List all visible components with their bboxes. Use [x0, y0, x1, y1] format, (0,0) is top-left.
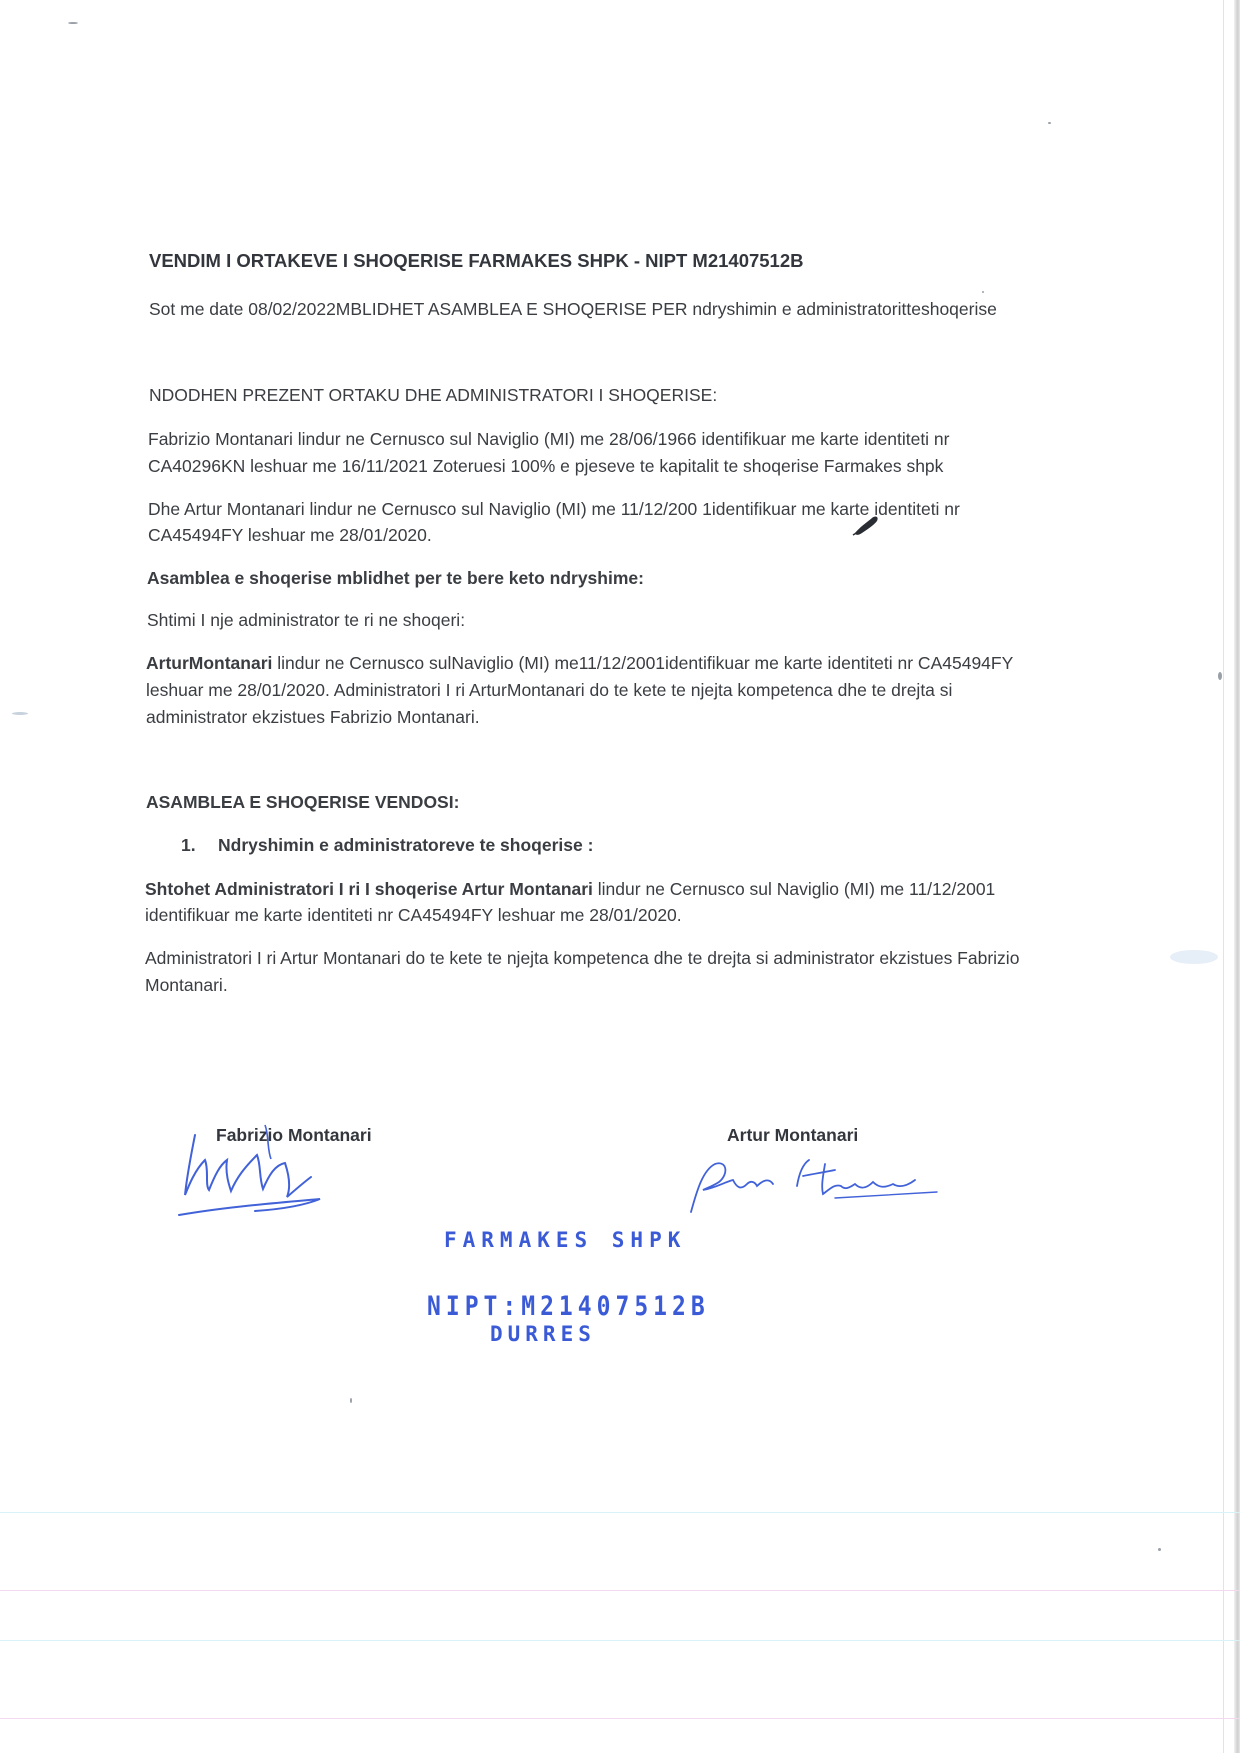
new-admin-line1 — [146, 650, 1013, 677]
decision-heading: ASAMBLEA E SHOQERISE VENDOSI: — [146, 792, 460, 812]
competence-line1: Administratori I ri Artur Montanari do te kete te njejta kompetenca dhe te drejta si administrator ekzistues Fabrizio — [145, 948, 1020, 968]
intro-text: Sot me date 08/02/2022MBLIDHET ASAMBLEA E SHOQERISE PER ndryshimin e administratoritteshoqerise — [149, 299, 997, 319]
scan-speck — [1158, 1548, 1161, 1551]
scan-speck — [1218, 672, 1222, 680]
assembly-purpose: Asamblea e shoqerise mblidhet per te bere keto ndryshime: — [147, 568, 644, 588]
scan-speck — [982, 291, 984, 293]
scan-speck — [1048, 122, 1051, 124]
stamp-nipt: NIPT:M21407512B — [427, 1292, 710, 1322]
stamp-city: DURRES — [490, 1322, 596, 1346]
company-stamp — [400, 1220, 710, 1350]
new-admin-details: lindur ne Cernusco sulNaviglio (MI) me11/12/2001identifikuar me karte identiteti nr CA45494FY — [272, 653, 1014, 673]
scan-line — [0, 1640, 1240, 1641]
added-admin-details: lindur ne Cernusco sul Naviglio (MI) me 11/12/2001 — [592, 879, 996, 899]
scan-edge-line — [1223, 0, 1224, 1753]
scan-smudge — [1170, 950, 1218, 964]
partner1-line2: CA40296KN leshuar me 16/11/2021 Zoteruesi 100% e pjeseve te kapitalit te shoqerise Farmakes shpk — [148, 456, 944, 476]
scan-speck — [12, 712, 28, 715]
signature-left-drawing — [165, 1115, 335, 1225]
partner2-line1: Dhe Artur Montanari lindur ne Cernusco sul Naviglio (MI) me 11/12/200 1identifikuar me karte identiteti nr — [148, 499, 960, 519]
scan-speck — [68, 22, 78, 24]
scan-line — [0, 1718, 1240, 1719]
document-title: VENDIM I ORTAKEVE I SHOQERISE FARMAKES SHPK - NIPT M21407512B — [149, 250, 804, 271]
decision-item: Ndryshimin e administratoreve te shoqerise : — [218, 835, 594, 855]
scan-edge — [1234, 0, 1240, 1753]
partner2-line2: CA45494FY leshuar me 28/01/2020. — [148, 525, 432, 545]
scan-line — [0, 1512, 1240, 1513]
signatory-left-name: Fabrizio Montanari — [216, 1125, 372, 1145]
new-admin-line3: administrator ekzistues Fabrizio Montanari. — [146, 707, 480, 727]
added-admin-line1 — [145, 876, 995, 903]
addition-intro: Shtimi I nje administrator te ri ne shoqeri: — [147, 610, 466, 630]
added-admin-bold: Shtohet Administratori I ri I shoqerise Artur Montanari — [145, 879, 593, 899]
competence-line2: Montanari. — [145, 975, 228, 995]
scan-line — [0, 1590, 1240, 1591]
signature-right-drawing — [685, 1150, 945, 1220]
ink-blot-mark — [852, 513, 880, 537]
decision-item-number: 1. — [181, 835, 196, 855]
stamp-company-name: FARMAKES SHPK — [444, 1228, 687, 1252]
new-admin-line2: leshuar me 28/01/2020. Administratori I ri ArturMontanari do te kete te njejta kompetenca dhe te drejta si — [146, 680, 953, 700]
signatory-right-name: Artur Montanari — [727, 1125, 859, 1145]
added-admin-line2: identifikuar me karte identiteti nr CA45494FY leshuar me 28/01/2020. — [145, 905, 682, 925]
scan-speck — [350, 1398, 352, 1403]
present-heading: NDODHEN PREZENT ORTAKU DHE ADMINISTRATORI I SHOQERISE: — [149, 385, 718, 405]
partner1-line1: Fabrizio Montanari lindur ne Cernusco sul Naviglio (MI) me 28/06/1966 identifikuar me karte identiteti nr — [148, 429, 950, 449]
new-admin-name: ArturMontanari — [146, 653, 273, 673]
